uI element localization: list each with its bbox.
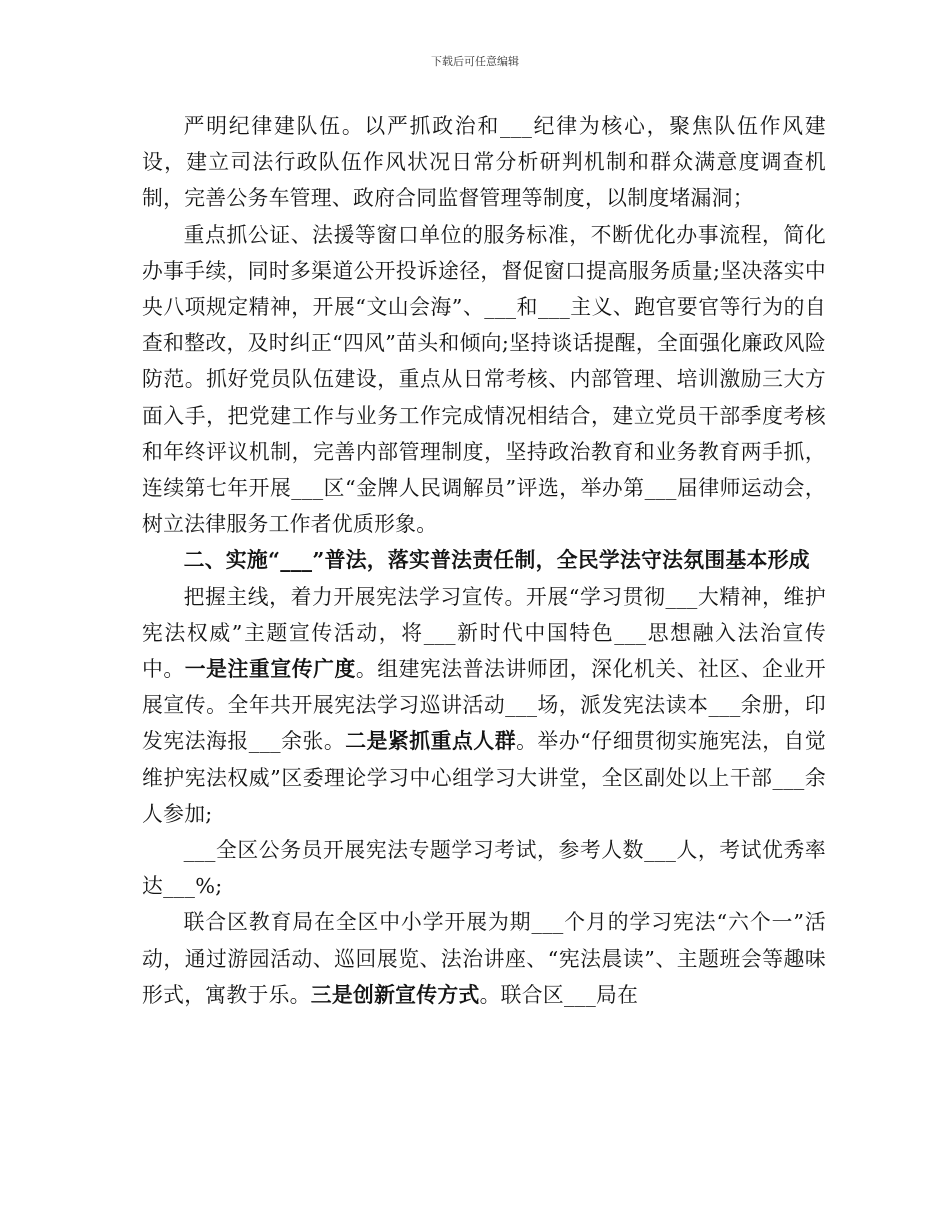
paragraph-text: 。举办“仔细贯彻实施宪法，自觉维护宪法权威”区委理论学习中心组学习大讲堂，全区副处以上干部___余人参加; — [142, 729, 826, 826]
page-header: 下载后可任意编辑 — [431, 55, 519, 68]
paragraph-discipline — [142, 108, 826, 217]
paragraph-text: 把握主线，着力开展宪法学习宣传。开展“学习贯彻___大精神，维护宪法权威”主题宣传活动，将___新时代中国特色___思想融入法治宣传中。 — [142, 584, 826, 682]
emphasis-text: 三是创新宣传方式 — [310, 981, 480, 1007]
paragraph-school-activities — [142, 904, 826, 1013]
paragraph-text: 联合区教育局在全区中小学开展为期___个月的学习宪法“六个一”活动，通过游园活动、巡回展览、法治讲座、“宪法晨读”、主题班会等趣味形式，寓教于乐。 — [142, 910, 826, 1007]
paragraph-text: 重点抓公证、法援等窗口单位的服务标准，不断优化办事流程，简化办事手续，同时多渠道公开投诉途径，督促窗口提高服务质量;坚决落实中央八项规定精神，开展“文山会海”、___和___主义、跑官要官等行为的自查和整改，及时纠正“四风”苗头和倾向;坚持谈话提醒，全面强化廉政风险防范。抓好党员队伍建设，重点从日常考核、内部管理、培训激励三大方面入手，把党建工作与业务工作完成情况相结合，建立党员干部季度考核和年终评议机制，完善内部管理制度，坚持政治教育和业务教育两手抓，连续第七年开展___区“金牌人民调解员”评选，举办第___届律师运动会，树立法律服务工作者优质形象。 — [142, 222, 826, 537]
paragraph-constitution-promotion — [142, 579, 826, 832]
paragraph-text: 严明纪律建队伍。以严抓政治和___纪律为核心，聚焦队伍作风建设，建立司法行政队伍作风状况日常分析研判机制和群众满意度调查机制，完善公务车管理、政府合同监督管理等制度，以制度堵漏洞； — [142, 114, 826, 211]
emphasis-text: 二是紧抓重点人群 — [345, 728, 517, 754]
paragraph-civil-servant-exam — [142, 832, 826, 904]
heading-text: 二、实施“___”普法，落实普法责任制，全民学法守法氛围基本形成 — [183, 547, 810, 573]
paragraph-text: 。联合区___局在 — [479, 982, 639, 1007]
paragraph-text: ___全区公务员开展宪法专题学习考试，参考人数___人，考试优秀率达___%; — [142, 838, 826, 899]
section-heading — [142, 542, 826, 578]
paragraph-text: 。组建宪法普法讲师团，深化机关、社区、企业开展宣传。全年共开展宪法学习巡讲活动___场，派发宪法读本___余册，印发宪法海报___余张。 — [142, 657, 827, 754]
emphasis-text: 一是注重宣传广度 — [184, 656, 356, 682]
paragraph-service-standards — [142, 217, 826, 543]
document-body — [142, 108, 826, 1013]
